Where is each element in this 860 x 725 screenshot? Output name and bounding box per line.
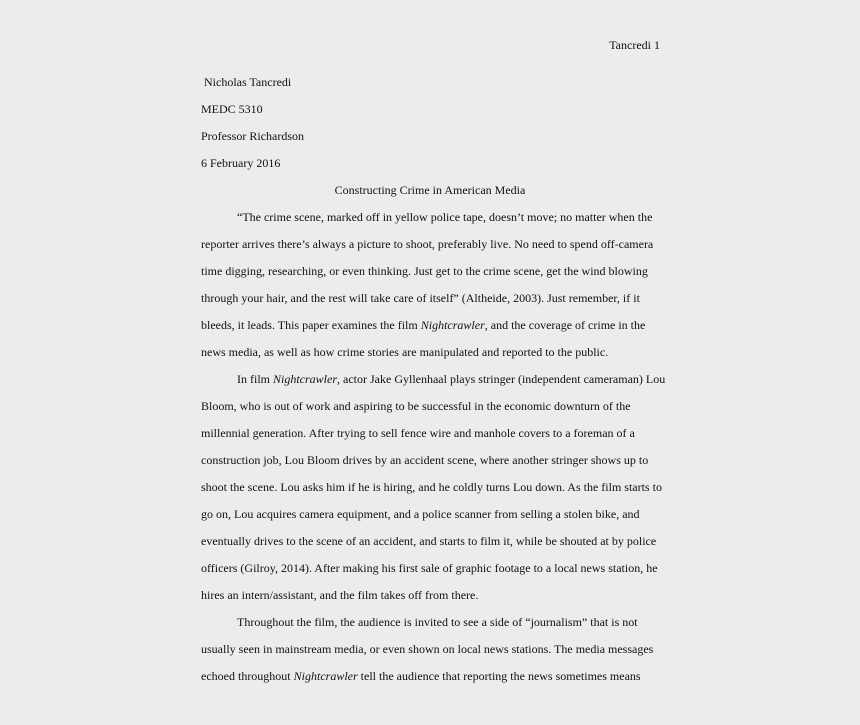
running-head: Tancredi 1 [609,38,660,52]
author-name: Nicholas Tancredi [204,75,292,89]
document-date: 6 February 2016 [201,156,281,170]
body-line: “The crime scene, marked off in yellow police tape, doesn’t move; no matter when the [237,210,653,224]
professor-name: Professor Richardson [201,129,304,143]
body-line: hires an intern/assistant, and the film takes off from there. [201,588,479,602]
body-line: through your hair, and the rest will take care of itself” (Altheide, 2003). Just remember, if it [201,291,640,305]
document-title: Constructing Crime in American Media [334,183,526,197]
course-code: MEDC 5310 [201,102,263,116]
body-line: echoed throughout Nightcrawler tell the audience that reporting the news sometimes means [201,669,641,683]
body-line: shoot the scene. Lou asks him if he is hiring, and he coldly turns Lou down. As the film starts to [201,480,662,494]
body-line: officers (Gilroy, 2014). After making his first sale of graphic footage to a local news station, he [201,561,658,575]
body-line: time digging, researching, or even thinking. Just get to the crime scene, get the wind blowing [201,264,648,278]
body-line: reporter arrives there’s always a picture to shoot, preferably live. No need to spend off-camera [201,237,654,251]
body-line: go on, Lou acquires camera equipment, and a police scanner from selling a stolen bike, and [201,507,640,521]
body-line: bleeds, it leads. This paper examines the film Nightcrawler, and the coverage of crime in the [201,318,646,332]
body-line: construction job, Lou Bloom drives by an accident scene, where another stringer shows up to [201,453,649,467]
body-line: news media, as well as how crime stories are manipulated and reported to the public. [201,345,609,359]
body-line: Throughout the film, the audience is invited to see a side of “journalism” that is not [237,615,638,629]
body-line: usually seen in mainstream media, or even shown on local news stations. The media messages [201,642,654,656]
body-line: In film Nightcrawler, actor Jake Gyllenhaal plays stringer (independent cameraman) Lou [237,372,666,386]
body-line: eventually drives to the scene of an accident, and starts to film it, while be shouted at by police [201,534,657,548]
body-line: Bloom, who is out of work and aspiring to be successful in the economic downturn of the [201,399,631,413]
body-line: millennial generation. After trying to sell fence wire and manhole covers to a foreman of a [201,426,635,440]
